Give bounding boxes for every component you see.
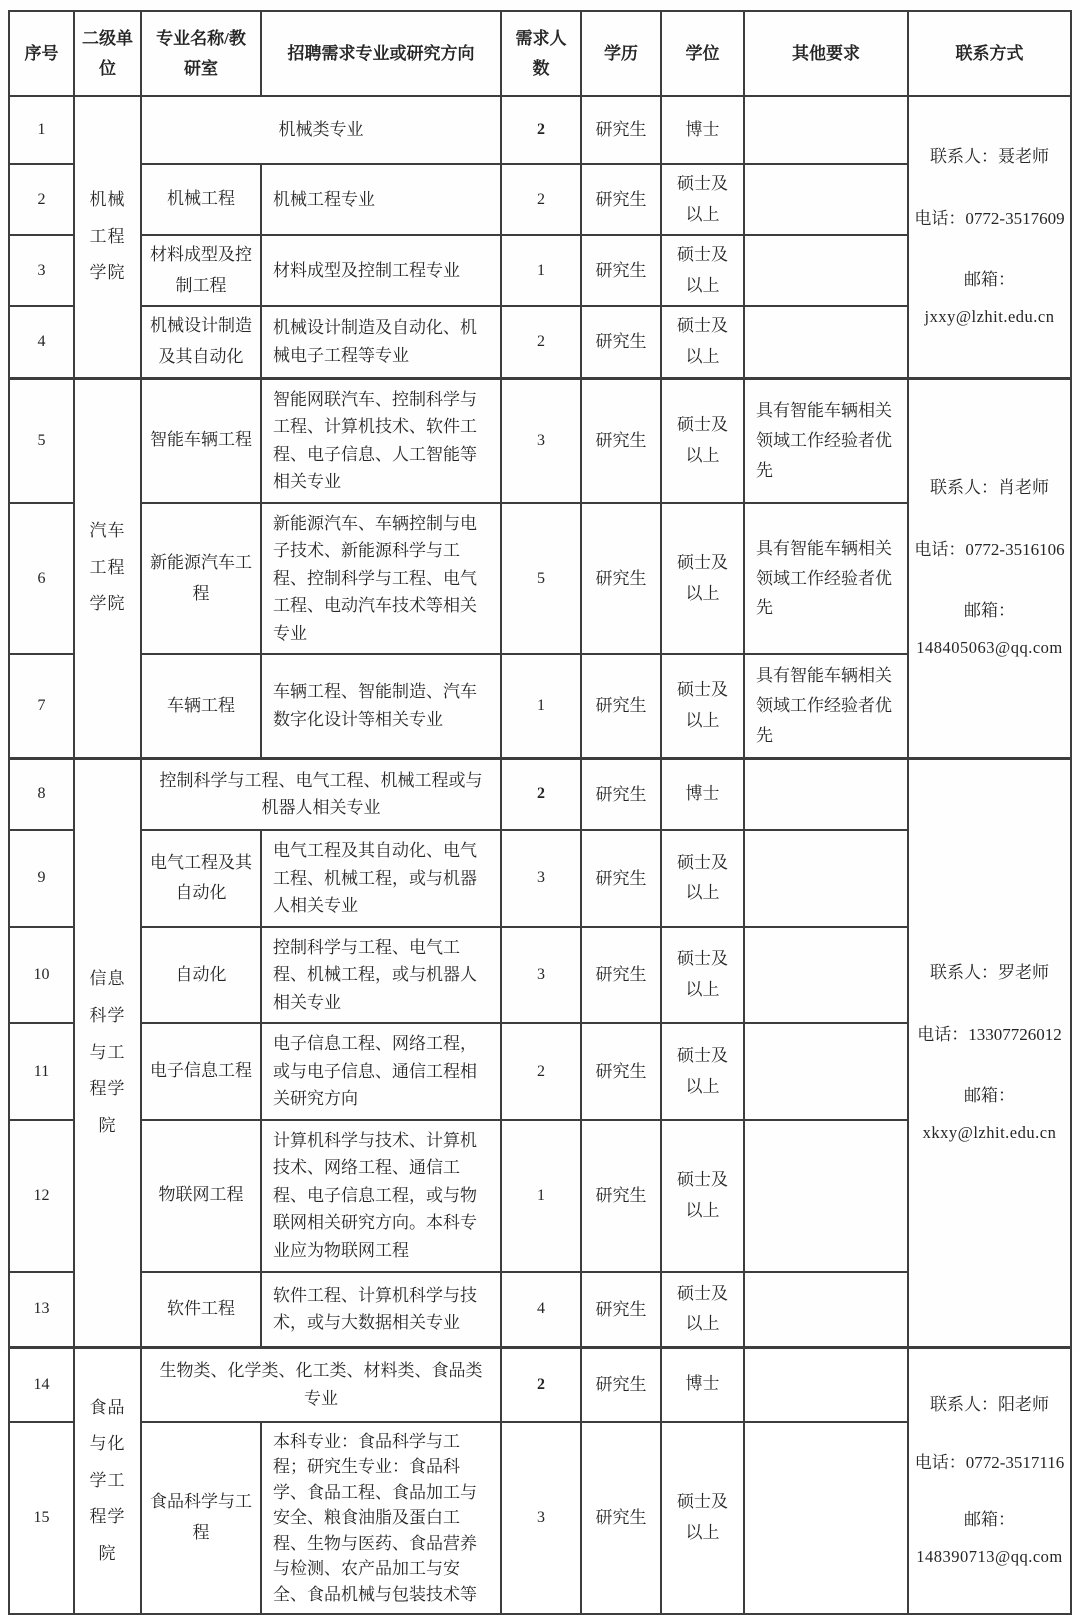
cell-degree: 硕士及以上: [661, 1422, 744, 1615]
cell-edu: 研究生: [581, 654, 661, 758]
contact-phone: 电话：0772-3517116: [914, 1452, 1065, 1472]
cell-need: 机械类专业: [141, 96, 501, 164]
col-header-need: 招聘需求专业或研究方向: [261, 11, 501, 96]
contact-mail-label: 邮箱：: [964, 1086, 1015, 1106]
cell-other: [744, 1120, 908, 1272]
cell-count: 2: [501, 96, 581, 164]
cell-count: 2: [501, 1023, 581, 1120]
cell-count: 3: [501, 1422, 581, 1615]
col-header-contact: 联系方式: [908, 11, 1071, 96]
cell-edu: 研究生: [581, 1348, 661, 1422]
cell-other: [744, 1422, 908, 1615]
cell-other: 具有智能车辆相关领域工作经验者优先: [744, 503, 908, 655]
recruitment-table: [8, 10, 1072, 1615]
contact-phone: 电话：0772-3517609: [914, 208, 1065, 228]
cell-other: [744, 235, 908, 306]
cell-other: [744, 1272, 908, 1348]
cell-no: 10: [9, 927, 74, 1024]
cell-no: 4: [9, 306, 74, 378]
cell-no: 8: [9, 758, 74, 830]
cell-need: 机械设计制造及自动化、机械电子工程等专业: [261, 306, 501, 378]
cell-edu: 研究生: [581, 306, 661, 378]
cell-need: 生物类、化学类、化工类、材料类、食品类专业: [141, 1348, 501, 1422]
cell-count: 4: [501, 1272, 581, 1348]
contact-mail-label: 邮箱：: [964, 1510, 1015, 1530]
cell-count: 3: [501, 378, 581, 503]
cell-office: 物联网工程: [141, 1120, 261, 1272]
cell-degree: 硕士及以上: [661, 1120, 744, 1272]
cell-need: 软件工程、计算机科学与技术，或与大数据相关专业: [261, 1272, 501, 1348]
cell-office: 智能车辆工程: [141, 378, 261, 503]
cell-no: 7: [9, 654, 74, 758]
cell-need: 电气工程及其自动化、电气工程、机械工程，或与机器人相关专业: [261, 830, 501, 927]
cell-unit: 食品与化学工程学院: [74, 1348, 141, 1615]
cell-need: 材料成型及控制工程专业: [261, 235, 501, 306]
cell-degree: 硕士及以上: [661, 235, 744, 306]
cell-edu: 研究生: [581, 1422, 661, 1615]
cell-office: 新能源汽车工程: [141, 503, 261, 655]
cell-degree: 硕士及以上: [661, 1023, 744, 1120]
cell-no: 5: [9, 378, 74, 503]
cell-edu: 研究生: [581, 1120, 661, 1272]
contact-email: xkxy@lzhit.edu.cn: [922, 1122, 1057, 1142]
cell-office: 材料成型及控制工程: [141, 235, 261, 306]
cell-other: [744, 927, 908, 1024]
col-header-unit: 二级单位: [74, 11, 141, 96]
cell-degree: 博士: [661, 1348, 744, 1422]
cell-unit: 机械工程学院: [74, 96, 141, 378]
table-header-row: [9, 11, 1071, 96]
cell-no: 9: [9, 830, 74, 927]
contact-phone: 电话：0772-3516106: [914, 539, 1065, 559]
cell-no: 14: [9, 1348, 74, 1422]
contact-mail-label: 邮箱：: [964, 270, 1015, 290]
cell-edu: 研究生: [581, 164, 661, 235]
cell-edu: 研究生: [581, 503, 661, 655]
cell-degree: 硕士及以上: [661, 503, 744, 655]
cell-edu: 研究生: [581, 1023, 661, 1120]
col-header-edu: 学历: [581, 11, 661, 96]
cell-contact: [908, 96, 1071, 378]
table-row: [9, 1348, 1071, 1422]
cell-contact: [908, 758, 1071, 1347]
contact-person: 联系人：阳老师: [930, 1395, 1049, 1415]
table-row: [9, 96, 1071, 164]
cell-other: [744, 1348, 908, 1422]
cell-need: 本科专业：食品科学与工程；研究生专业：食品科学、食品工程、食品加工与安全、粮食油脂及蛋白工程、生物与医药、食品营养与检测、农产品加工与安全、食品机械与包装技术等: [261, 1422, 501, 1615]
cell-other: [744, 830, 908, 927]
cell-no: 1: [9, 96, 74, 164]
cell-other: [744, 164, 908, 235]
cell-degree: 硕士及以上: [661, 830, 744, 927]
cell-edu: 研究生: [581, 235, 661, 306]
cell-contact: [908, 378, 1071, 758]
contact-mail-label: 邮箱：: [964, 601, 1015, 621]
cell-need: 控制科学与工程、电气工程、机械工程，或与机器人相关专业: [261, 927, 501, 1024]
cell-count: 2: [501, 164, 581, 235]
contact-person: 联系人：肖老师: [930, 478, 1049, 498]
cell-count: 5: [501, 503, 581, 655]
cell-edu: 研究生: [581, 830, 661, 927]
cell-need: 机械工程专业: [261, 164, 501, 235]
cell-office: 食品科学与工程: [141, 1422, 261, 1615]
contact-email: 148390713@qq.com: [916, 1546, 1063, 1566]
cell-no: 11: [9, 1023, 74, 1120]
cell-degree: 硕士及以上: [661, 1272, 744, 1348]
table-row: [9, 758, 1071, 830]
col-header-no: 序号: [9, 11, 74, 96]
cell-edu: 研究生: [581, 927, 661, 1024]
contact-email: jxxy@lzhit.edu.cn: [924, 306, 1055, 326]
col-header-other: 其他要求: [744, 11, 908, 96]
cell-no: 13: [9, 1272, 74, 1348]
cell-other: [744, 306, 908, 378]
cell-need: 车辆工程、智能制造、汽车数字化设计等相关专业: [261, 654, 501, 758]
contact-person: 联系人：罗老师: [930, 963, 1049, 983]
cell-count: 1: [501, 654, 581, 758]
contact-phone: 电话：13307726012: [917, 1024, 1062, 1044]
cell-office: 软件工程: [141, 1272, 261, 1348]
cell-need: 新能源汽车、车辆控制与电子技术、新能源科学与工程、控制科学与工程、电气工程、电动汽车技术等相关专业: [261, 503, 501, 655]
cell-degree: 硕士及以上: [661, 654, 744, 758]
cell-contact: [908, 1348, 1071, 1615]
cell-degree: 博士: [661, 96, 744, 164]
cell-degree: 硕士及以上: [661, 378, 744, 503]
cell-unit: 汽车工程学院: [74, 378, 141, 758]
cell-need: 智能网联汽车、控制科学与工程、计算机技术、软件工程、电子信息、人工智能等相关专业: [261, 378, 501, 503]
cell-edu: 研究生: [581, 1272, 661, 1348]
cell-no: 15: [9, 1422, 74, 1615]
cell-need: 控制科学与工程、电气工程、机械工程或与机器人相关专业: [141, 758, 501, 830]
cell-count: 2: [501, 1348, 581, 1422]
table-row: [9, 378, 1071, 503]
cell-count: 2: [501, 306, 581, 378]
cell-count: 2: [501, 758, 581, 830]
cell-office: 电气工程及其自动化: [141, 830, 261, 927]
cell-count: 1: [501, 1120, 581, 1272]
cell-office: 电子信息工程: [141, 1023, 261, 1120]
cell-degree: 博士: [661, 758, 744, 830]
cell-edu: 研究生: [581, 758, 661, 830]
cell-degree: 硕士及以上: [661, 927, 744, 1024]
cell-no: 12: [9, 1120, 74, 1272]
contact-person: 联系人：聂老师: [930, 147, 1049, 167]
cell-unit: 信息科学与工程学院: [74, 758, 141, 1347]
col-header-count: 需求人数: [501, 11, 581, 96]
cell-count: 1: [501, 235, 581, 306]
cell-edu: 研究生: [581, 96, 661, 164]
cell-no: 6: [9, 503, 74, 655]
cell-office: 机械工程: [141, 164, 261, 235]
cell-degree: 硕士及以上: [661, 306, 744, 378]
cell-other: [744, 758, 908, 830]
cell-other: [744, 96, 908, 164]
cell-count: 3: [501, 830, 581, 927]
col-header-degree: 学位: [661, 11, 744, 96]
cell-office: 机械设计制造及其自动化: [141, 306, 261, 378]
cell-other: [744, 1023, 908, 1120]
cell-need: 计算机科学与技术、计算机技术、网络工程、通信工程、电子信息工程，或与物联网相关研究方向。本科专业应为物联网工程: [261, 1120, 501, 1272]
cell-degree: 硕士及以上: [661, 164, 744, 235]
cell-office: 自动化: [141, 927, 261, 1024]
cell-need: 电子信息工程、网络工程，或与电子信息、通信工程相关研究方向: [261, 1023, 501, 1120]
cell-no: 3: [9, 235, 74, 306]
cell-other: 具有智能车辆相关领域工作经验者优先: [744, 378, 908, 503]
contact-email: 148405063@qq.com: [916, 638, 1063, 658]
cell-edu: 研究生: [581, 378, 661, 503]
col-header-office: 专业名称/教研室: [141, 11, 261, 96]
cell-other: 具有智能车辆相关领域工作经验者优先: [744, 654, 908, 758]
cell-count: 3: [501, 927, 581, 1024]
cell-office: 车辆工程: [141, 654, 261, 758]
cell-no: 2: [9, 164, 74, 235]
